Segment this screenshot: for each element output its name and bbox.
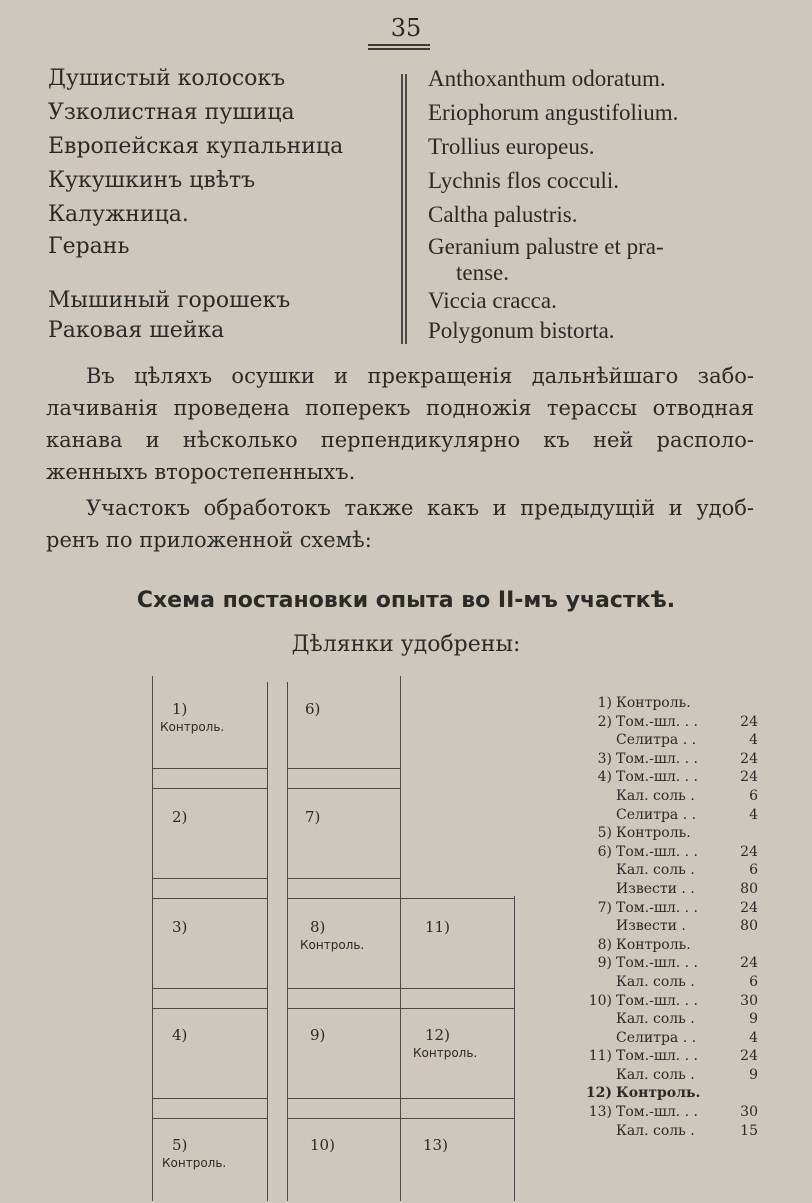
legend-number: 9) xyxy=(597,955,612,972)
legend-item xyxy=(578,899,758,918)
grid-line xyxy=(152,1008,267,1009)
grid-line xyxy=(152,768,267,769)
plot-cell xyxy=(172,1026,187,1044)
legend-number: 2) xyxy=(597,713,612,730)
plot-cell xyxy=(172,808,187,826)
grid-line xyxy=(400,676,401,1201)
plot-cell xyxy=(310,1026,325,1044)
legend-item xyxy=(578,787,758,806)
legend-item xyxy=(578,768,758,787)
legend-number: 7) xyxy=(597,899,612,916)
legend-fertilizer: Том.-шл. . . xyxy=(616,750,698,767)
legend-amount: 6 xyxy=(749,787,758,804)
plot-number: 7) xyxy=(305,808,321,826)
scheme-title: Схема постановки опыта во II-мъ участкѣ. xyxy=(136,588,676,613)
plot-number: 9) xyxy=(310,1026,326,1044)
legend-number: 1) xyxy=(597,695,612,711)
legend-fertilizer: Том.-шл. . . xyxy=(616,992,698,1009)
legend-amount: 6 xyxy=(749,862,758,879)
species-latin-name: tense. xyxy=(456,260,510,285)
plot-cell xyxy=(305,808,320,826)
species-divider xyxy=(401,74,403,344)
legend-number: 4) xyxy=(597,769,612,786)
legend-item xyxy=(578,973,758,992)
legend-fertilizer: Контроль. xyxy=(616,825,691,842)
legend-fertilizer: Кал. соль . xyxy=(616,862,695,879)
grid-line xyxy=(287,878,400,879)
grid-line xyxy=(514,896,515,1201)
species-russian-name: Душистый колосокъ xyxy=(48,66,286,91)
plot-number: 11) xyxy=(425,918,450,936)
legend-amount: 15 xyxy=(740,1122,758,1139)
grid-line xyxy=(152,1118,267,1119)
legend-amount: 24 xyxy=(740,899,758,916)
plot-number: 2) xyxy=(172,808,188,826)
legend-fertilizer: Селитра . . xyxy=(616,806,697,823)
legend-fertilizer: Том.-шл. . . xyxy=(616,843,698,860)
species-russian-name: Мышиный горошекъ xyxy=(48,288,291,313)
plot-number: 8) xyxy=(310,918,326,936)
plot-cell xyxy=(305,700,320,718)
legend-fertilizer: Том.-шл. . . xyxy=(616,713,698,730)
legend-item xyxy=(578,694,758,713)
species-latin-name: Polygonum bistorta. xyxy=(428,318,615,343)
legend-item xyxy=(578,1122,758,1141)
legend-amount: 9 xyxy=(749,1011,758,1028)
paragraph-line: лачиванія проведена поперекъ подножія терассы отводная xyxy=(46,396,754,420)
legend-fertilizer: Кал. соль . xyxy=(616,973,695,990)
fertilizer-legend xyxy=(578,694,758,1140)
legend-fertilizer: Том.-шл. . . xyxy=(616,1104,698,1121)
plot-number: 13) xyxy=(423,1136,448,1154)
legend-fertilizer: Том.-шл. . . xyxy=(616,899,698,916)
plot-number: 12) xyxy=(425,1026,450,1044)
legend-item xyxy=(578,1010,758,1029)
legend-fertilizer: Селитра . . xyxy=(616,732,697,749)
legend-number: 11) xyxy=(588,1048,612,1065)
species-russian-name: Калужница. xyxy=(48,202,189,227)
legend-amount: 24 xyxy=(740,713,758,730)
grid-line xyxy=(287,768,400,769)
species-russian-name: Кукушкинъ цвѣтъ xyxy=(48,168,256,193)
legend-amount: 30 xyxy=(740,992,758,1009)
grid-line xyxy=(152,898,267,899)
legend-fertilizer: Извести . . xyxy=(616,880,695,897)
plot-label: Контроль. xyxy=(413,1046,478,1060)
legend-number: 6) xyxy=(597,843,612,860)
page-number: 35 xyxy=(390,14,422,42)
legend-amount: 6 xyxy=(749,973,758,990)
legend-fertilizer: Контроль. xyxy=(616,695,691,711)
grid-line xyxy=(152,676,153,1201)
legend-item xyxy=(578,1066,758,1085)
species-russian-name: Герань xyxy=(48,234,130,259)
paragraph-line: ренъ по приложенной схемѣ: xyxy=(46,528,372,552)
plot-cell xyxy=(425,918,450,936)
legend-number: 13) xyxy=(588,1104,612,1121)
plot-cell xyxy=(423,1136,448,1154)
species-latin-name: Geranium palustre et pra- xyxy=(428,234,664,259)
species-russian-name: Европейская купальница xyxy=(48,134,344,159)
legend-item xyxy=(578,880,758,899)
legend-item xyxy=(578,824,758,843)
species-latin-name: Trollius europeus. xyxy=(428,134,595,159)
legend-amount: 24 xyxy=(740,750,758,767)
legend-amount: 80 xyxy=(740,918,758,935)
page-number-underline xyxy=(368,44,430,46)
legend-item xyxy=(578,861,758,880)
legend-item xyxy=(578,936,758,955)
legend-amount: 30 xyxy=(740,1104,758,1121)
plot-cell xyxy=(172,918,187,936)
legend-item xyxy=(578,806,758,825)
legend-amount: 24 xyxy=(740,769,758,786)
grid-line xyxy=(287,788,400,789)
legend-amount: 4 xyxy=(749,806,758,823)
legend-amount: 24 xyxy=(740,843,758,860)
grid-line xyxy=(152,988,267,989)
grid-line xyxy=(287,682,288,1201)
grid-line xyxy=(287,898,514,899)
plot-number: 5) xyxy=(172,1136,188,1154)
species-latin-name: Lychnis flos cocculi. xyxy=(428,168,619,193)
legend-fertilizer: Том.-шл. . . xyxy=(616,1048,698,1065)
legend-fertilizer: Селитра . . xyxy=(616,1029,697,1046)
scheme-subtitle: Дѣлянки удобрены: xyxy=(291,632,521,657)
species-divider-2 xyxy=(405,74,407,344)
grid-line xyxy=(152,1098,267,1099)
paragraph-line: женныхъ второстепенныхъ. xyxy=(46,460,356,484)
legend-fertilizer: Извести . xyxy=(616,918,686,935)
legend-item xyxy=(578,954,758,973)
plot-label: Контроль. xyxy=(162,1156,227,1170)
species-latin-name: Caltha palustris. xyxy=(428,202,578,227)
legend-number: 5) xyxy=(597,825,612,842)
legend-amount: 4 xyxy=(749,1029,758,1046)
grid-line xyxy=(287,1118,514,1119)
legend-amount: 9 xyxy=(749,1066,758,1083)
paragraph-scheme-intro xyxy=(46,492,754,556)
legend-amount: 24 xyxy=(740,955,758,972)
plot-number: 3) xyxy=(172,918,188,936)
legend-fertilizer: Кал. соль . xyxy=(616,1122,695,1139)
species-latin-name: Eriophorum angustifolium. xyxy=(428,100,679,125)
legend-amount: 4 xyxy=(749,732,758,749)
legend-fertilizer: Контроль. xyxy=(616,936,691,953)
legend-item xyxy=(578,992,758,1011)
legend-item xyxy=(578,713,758,732)
legend-number: 10) xyxy=(588,992,612,1009)
plot-cell xyxy=(310,1136,335,1154)
paragraph-line: Въ цѣляхъ осушки и прекращенія дальнѣйшаго забо- xyxy=(86,364,754,388)
plot-number: 10) xyxy=(310,1136,335,1154)
species-latin-name: Viccia cracca. xyxy=(428,288,557,313)
legend-item xyxy=(578,1084,758,1103)
plot-number: 6) xyxy=(305,700,321,718)
legend-amount: 24 xyxy=(740,1048,758,1065)
plot-cell xyxy=(162,1136,227,1172)
plot-cell xyxy=(160,700,225,736)
species-russian-name: Узколистная пушица xyxy=(48,100,295,125)
plot-cell xyxy=(413,1026,478,1062)
plot-number: 4) xyxy=(172,1026,188,1044)
paragraph-drainage xyxy=(46,360,754,488)
legend-fertilizer: Кал. соль . xyxy=(616,787,695,804)
legend-item xyxy=(578,1103,758,1122)
legend-number: 8) xyxy=(597,936,612,953)
legend-number: 12) xyxy=(585,1085,612,1102)
paragraph-line: Участокъ обработокъ также какъ и предыдущій и удоб- xyxy=(86,496,754,520)
page-number-underline-2 xyxy=(368,48,430,50)
legend-fertilizer: Кал. соль . xyxy=(616,1066,695,1083)
legend-item xyxy=(578,917,758,936)
species-latin-name: Anthoxanthum odoratum. xyxy=(428,66,666,91)
plot-label: Контроль. xyxy=(300,938,365,952)
legend-item xyxy=(578,1029,758,1048)
grid-line xyxy=(152,878,267,879)
legend-fertilizer: Том.-шл. . . xyxy=(616,769,698,786)
legend-fertilizer: Том.-шл. . . xyxy=(616,955,698,972)
species-russian-name: Раковая шейка xyxy=(48,318,225,343)
grid-line xyxy=(287,1098,514,1099)
legend-number: 3) xyxy=(597,750,612,767)
grid-line xyxy=(287,988,514,989)
grid-line xyxy=(287,1008,514,1009)
legend-fertilizer: Контроль. xyxy=(616,1085,701,1102)
legend-item xyxy=(578,1047,758,1066)
legend-fertilizer: Кал. соль . xyxy=(616,1011,695,1028)
plot-number: 1) xyxy=(172,700,188,718)
grid-line xyxy=(152,788,267,789)
legend-amount: 80 xyxy=(740,880,758,897)
plot-cell xyxy=(300,918,365,954)
paragraph-line: канава и нѣсколько перпендикулярно къ ней располо- xyxy=(46,428,754,452)
legend-item xyxy=(578,843,758,862)
legend-item xyxy=(578,731,758,750)
legend-item xyxy=(578,750,758,769)
grid-line xyxy=(267,682,268,1201)
plot-label: Контроль. xyxy=(160,720,225,734)
